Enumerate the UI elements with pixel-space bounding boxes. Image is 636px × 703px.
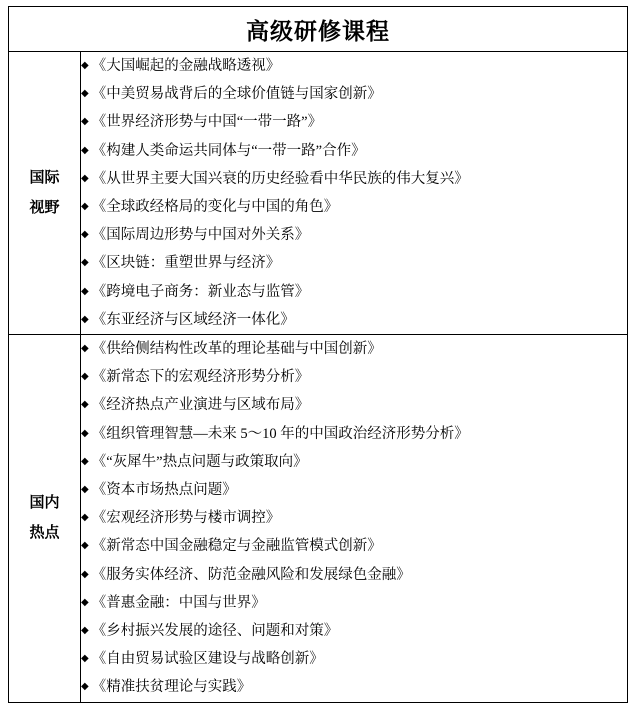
course-table (8, 6, 628, 703)
diamond-bullet-icon: ◆ (81, 313, 89, 325)
list-item (81, 645, 627, 673)
diamond-bullet-icon: ◆ (81, 201, 89, 213)
course-title: 《组织管理智慧—未来 5～10 年的中国政治经济形势分析》 (91, 425, 469, 442)
list-item (81, 673, 627, 701)
list-item (81, 249, 627, 277)
diamond-bullet-icon: ◆ (81, 540, 89, 552)
category-line: 国内 (29, 495, 60, 512)
diamond-bullet-icon: ◆ (81, 285, 89, 297)
diamond-bullet-icon: ◆ (81, 653, 89, 665)
course-title: 《供给侧结构性改革的理论基础与中国创新》 (91, 341, 382, 358)
course-title: 《新常态下的宏观经济形势分析》 (91, 369, 310, 386)
course-list-international (81, 52, 628, 335)
category-label-domestic (9, 335, 81, 703)
list-item (81, 137, 627, 165)
diamond-bullet-icon: ◆ (81, 371, 89, 383)
list-item (81, 561, 627, 589)
diamond-bullet-icon: ◆ (81, 681, 89, 693)
course-title: 《国际周边形势与中国对外关系》 (91, 227, 310, 244)
course-title: 《宏观经济形势与楼市调控》 (91, 510, 281, 527)
course-title: 《中美贸易战背后的全球价值链与国家创新》 (91, 86, 382, 103)
course-title: 《东亚经济与区域经济一体化》 (91, 311, 295, 328)
course-title: 《自由贸易试验区建设与战略创新》 (91, 651, 324, 668)
category-label-international (9, 52, 81, 335)
course-title: 《区块链：重塑世界与经济》 (91, 255, 281, 272)
course-title: 《服务实体经济、防范金融风险和发展绿色金融》 (91, 566, 411, 583)
diamond-bullet-icon: ◆ (81, 512, 89, 524)
category-line: 国际 (29, 170, 60, 187)
diamond-bullet-icon: ◆ (81, 144, 89, 156)
diamond-bullet-icon: ◆ (81, 568, 89, 580)
list-item (81, 108, 627, 136)
list-item (81, 617, 627, 645)
list-item (81, 165, 627, 193)
list-item (81, 193, 627, 221)
diamond-bullet-icon: ◆ (81, 484, 89, 496)
course-title: 《世界经济形势与中国“一带一路”》 (91, 114, 323, 131)
list-item (81, 504, 627, 532)
course-title: 《大国崛起的金融战略透视》 (91, 58, 281, 74)
diamond-bullet-icon: ◆ (81, 343, 89, 355)
course-title: 《构建人类命运共同体与“一带一路”合作》 (91, 142, 366, 159)
diamond-bullet-icon: ◆ (81, 455, 89, 467)
list-item (81, 80, 627, 108)
page-title: 高级研修课程 (9, 7, 628, 52)
diamond-bullet-icon: ◆ (81, 399, 89, 411)
course-title: 《普惠金融：中国与世界》 (91, 594, 266, 611)
course-title: 《精准扶贫理论与实践》 (91, 679, 252, 696)
category-line: 热点 (29, 525, 60, 542)
list-item (81, 448, 627, 476)
course-title: 《经济热点产业演进与区域布局》 (91, 397, 310, 414)
diamond-bullet-icon: ◆ (81, 116, 89, 128)
course-title: 《新常态中国金融稳定与金融监管模式创新》 (91, 538, 382, 555)
diamond-bullet-icon: ◆ (81, 596, 89, 608)
list-item (81, 476, 627, 504)
course-title: 《“灰犀牛”热点问题与政策取向》 (91, 453, 308, 470)
table-row (9, 52, 628, 335)
list-item (81, 589, 627, 617)
diamond-bullet-icon: ◆ (81, 257, 89, 269)
list-item (81, 335, 627, 363)
table-title-row (9, 7, 628, 52)
course-title: 《资本市场热点问题》 (91, 482, 237, 499)
course-list-domestic (81, 335, 628, 703)
list-item (81, 278, 627, 306)
diamond-bullet-icon: ◆ (81, 60, 89, 71)
category-line: 视野 (29, 200, 60, 217)
course-title: 《跨境电子商务：新业态与监管》 (91, 283, 310, 300)
diamond-bullet-icon: ◆ (81, 625, 89, 637)
diamond-bullet-icon: ◆ (81, 88, 89, 100)
diamond-bullet-icon: ◆ (81, 427, 89, 439)
list-item (81, 363, 627, 391)
course-title: 《全球政经格局的变化与中国的角色》 (91, 199, 339, 216)
course-title: 《从世界主要大国兴衰的历史经验看中华民族的伟大复兴》 (91, 170, 469, 187)
list-item (81, 420, 627, 448)
diamond-bullet-icon: ◆ (81, 172, 89, 184)
list-item (81, 532, 627, 560)
table-row (9, 335, 628, 703)
list-item (81, 306, 627, 334)
diamond-bullet-icon: ◆ (81, 229, 89, 241)
list-item (81, 52, 627, 80)
course-title: 《乡村振兴发展的途径、问题和对策》 (91, 623, 339, 640)
list-item (81, 221, 627, 249)
list-item (81, 391, 627, 419)
